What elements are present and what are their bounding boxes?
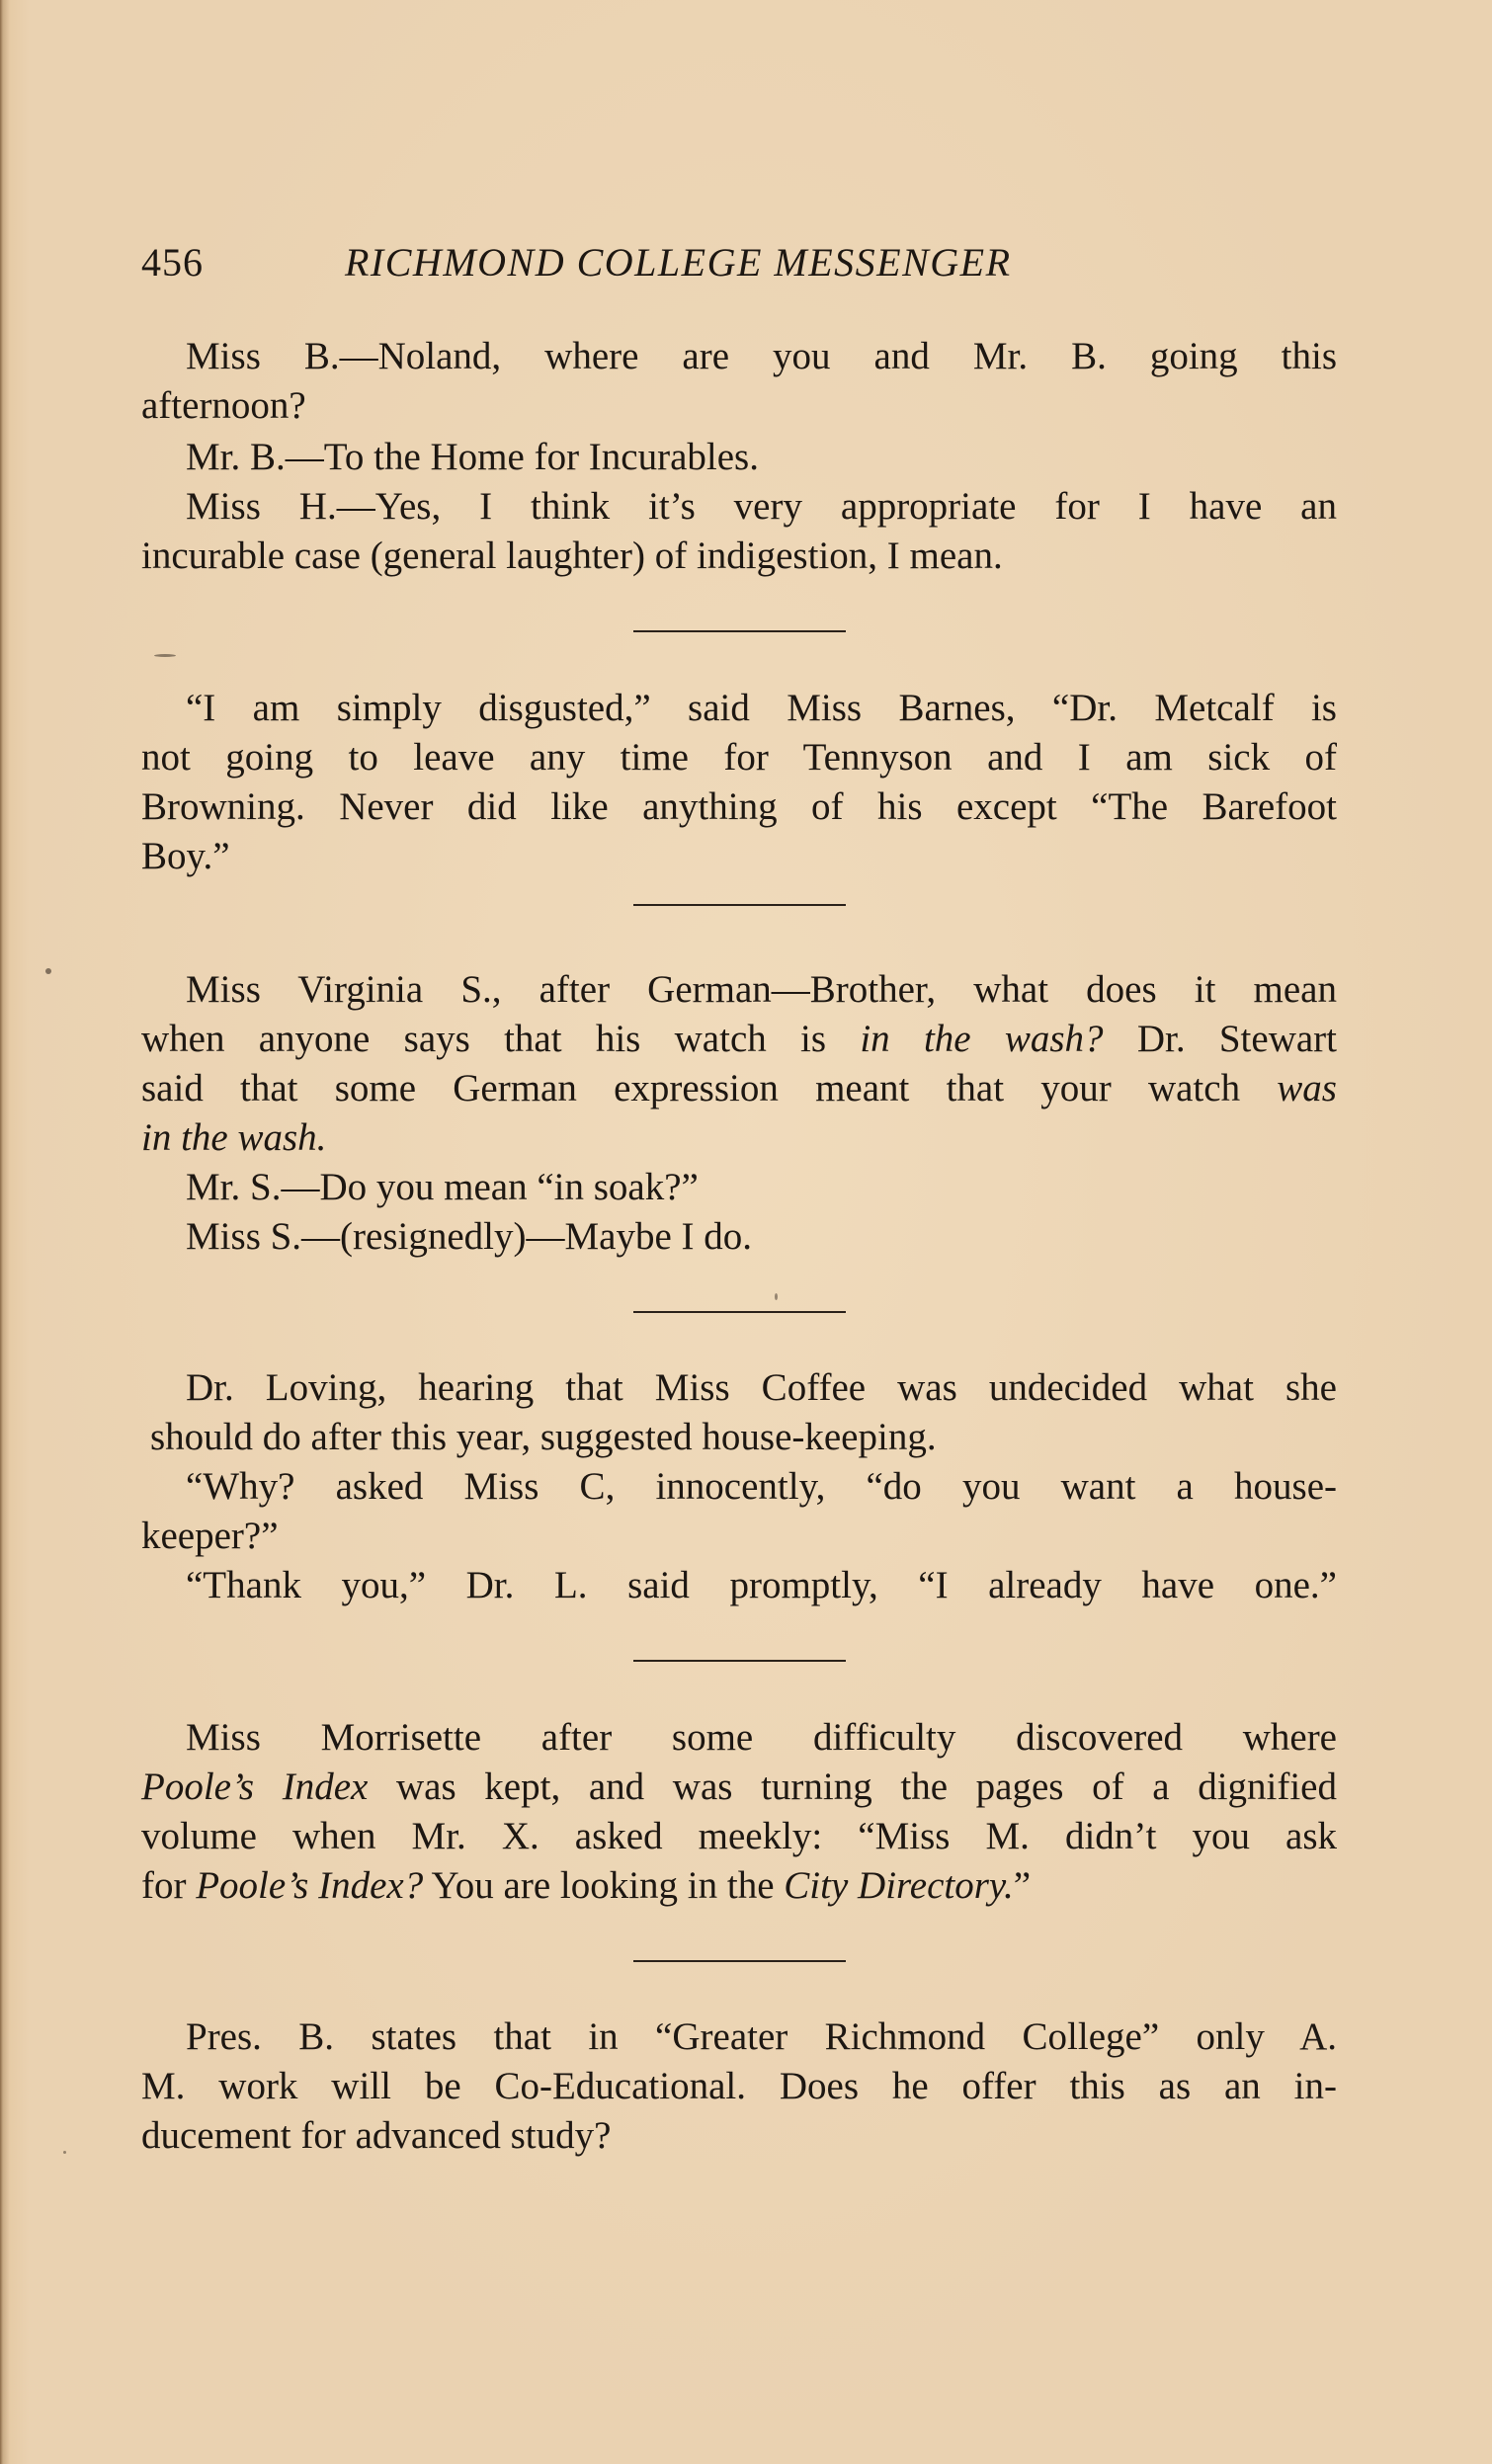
paragraph-line: Dr. Loving, hearing that Miss Coffee was undecided what she (186, 1366, 1337, 1409)
paragraph-line: Mr. B.—To the Home for Incurables. (186, 436, 759, 478)
italic-text: was (1277, 1067, 1337, 1109)
text-run: ” (1013, 1864, 1032, 1907)
text-run: You are looking in the (423, 1864, 785, 1907)
italic-text: Poole’s Index (141, 1766, 369, 1808)
running-header (141, 239, 1337, 298)
paragraph-line: M. work will be Co-Educational. Does he offer this as an in- (141, 2065, 1337, 2107)
paragraph-line (141, 1015, 1337, 1064)
paper-speck (154, 654, 176, 657)
paragraph-line: volume when Mr. X. asked meekly: “Miss M. didn’t you ask (141, 1815, 1337, 1857)
paragraph-line: keeper?” (141, 1515, 279, 1557)
paragraph-line (141, 1113, 1337, 1163)
paragraph-line: Browning. Never did like anything of his except “The Barefoot (141, 785, 1337, 828)
italic-text: in the wash? (860, 1018, 1104, 1060)
italic-text: Poole’s Index? (196, 1864, 424, 1907)
paragraph-line: “Thank you,” Dr. L. said promptly, “I already have one.” (186, 1564, 1337, 1606)
paragraph-line (141, 1763, 1337, 1812)
running-title: RICHMOND COLLEGE MESSENGER (345, 240, 1012, 285)
paragraph-line: Pres. B. states that in “Greater Richmond College” only A. (186, 2015, 1337, 2058)
section-divider (633, 630, 846, 632)
paper-speck (45, 968, 51, 974)
text-run: Dr. Stewart (1103, 1018, 1337, 1060)
paragraph-line: Miss Virginia S., after German—Brother, what does it mean (186, 968, 1337, 1011)
section-divider (633, 1311, 846, 1313)
section-divider (633, 1660, 846, 1662)
paper-speck (63, 2151, 66, 2154)
paragraph-line: not going to leave any time for Tennyson and I am sick of (141, 736, 1337, 779)
paragraph-line: “I am simply disgusted,” said Miss Barnes, “Dr. Metcalf is (186, 687, 1337, 729)
text-run: said that some German expression meant that your watch (141, 1067, 1278, 1109)
italic-text: in the wash. (141, 1116, 327, 1159)
text-run: when anyone says that his watch is (141, 1018, 861, 1060)
paragraph-line: Miss S.—(resignedly)—Maybe I do. (186, 1215, 753, 1258)
paragraph-line (141, 1861, 1337, 1911)
text-run: was kept, and was turning the pages of a dignified (368, 1766, 1337, 1808)
paragraph-line: afternoon? (141, 384, 306, 427)
paragraph-line: Boy.” (141, 835, 230, 877)
paragraph-line: Miss Morrisette after some difficulty discovered where (186, 1716, 1337, 1759)
paragraph-line: Miss H.—Yes, I think it’s very appropriate for I have an (186, 485, 1337, 528)
paragraph-line: “Why? asked Miss C, innocently, “do you want a house- (186, 1465, 1337, 1508)
page-number: 456 (141, 240, 204, 285)
italic-text: City Directory. (784, 1864, 1014, 1907)
paragraph-line: incurable case (general laughter) of indigestion, I mean. (141, 534, 1003, 577)
paper-speck (775, 1293, 778, 1300)
text-run: for (141, 1864, 197, 1907)
paragraph-line: Mr. S.—Do you mean “in soak?” (186, 1166, 699, 1208)
paragraph-line: ducement for advanced study? (141, 2114, 612, 2157)
section-divider (633, 904, 846, 906)
paragraph-line (141, 1064, 1337, 1113)
paragraph-line: should do after this year, suggested house-keeping. (150, 1416, 937, 1458)
section-divider (633, 1960, 846, 1962)
paragraph-line: Miss B.—Noland, where are you and Mr. B. going this (186, 335, 1337, 377)
